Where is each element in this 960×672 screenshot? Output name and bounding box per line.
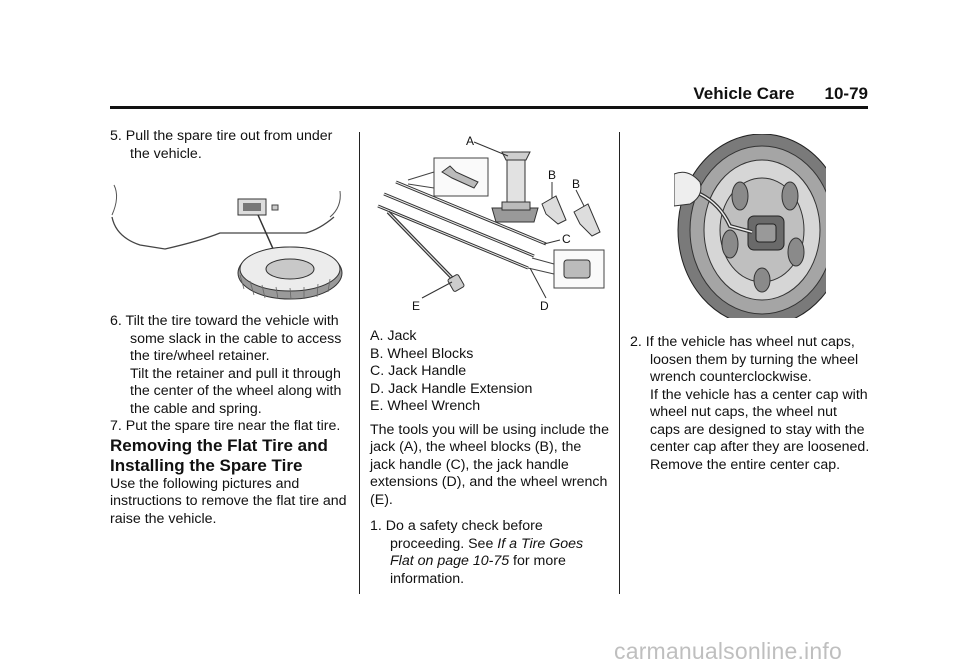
legend-item-a: A. Jack: [370, 328, 417, 344]
cross-reference-link[interactable]: If a Tire Goes Flat on page 10-75: [390, 535, 584, 569]
watermark: carmanualsonline.info: [614, 638, 842, 664]
column-divider-right: [619, 132, 620, 594]
legend-item-d: D. Jack Handle Extension: [370, 380, 533, 397]
spare-tire-illustration: [110, 177, 346, 301]
step-2: 2. If the vehicle has wheel nut caps, loosen them by turning the wheel wrench counterclockwise.: [630, 334, 859, 385]
legend-item-b: B. Wheel Blocks: [370, 345, 474, 362]
column-divider-left: [359, 132, 360, 594]
legend-item-c: C. Jack Handle: [370, 363, 467, 379]
wheel-wrench-illustration: [630, 134, 870, 318]
step-6: 6. Tilt the tire toward the vehicle with some slack in the cable to access the tire/wheel retainer.: [110, 313, 342, 364]
step-1-prefix: 1. Do a safety check before proceeding. See: [370, 518, 543, 552]
tools-paragraph: The tools you will be using include the jack (A), the wheel blocks (B), the jack handle (C), the jack handle extensions (D), and the wheel wrench (E).: [370, 421, 609, 508]
step-5: 5. Pull the spare tire out from under the vehicle.: [110, 128, 333, 162]
step-1: [370, 518, 610, 588]
callout-b1: B: [548, 168, 557, 182]
section-title: Vehicle Care: [693, 84, 795, 103]
callout-a: A: [466, 134, 475, 148]
step-1-suffix: for more information.: [390, 553, 566, 587]
step-7: 7. Put the spare tire near the flat tire.: [110, 418, 341, 434]
step-6-detail: Tilt the retainer and pull it through the center of the wheel along with the cable and spring.: [130, 365, 342, 417]
jack-tools-illustration: [370, 132, 610, 314]
tool-legend: [370, 328, 610, 416]
page-number: 10-79: [824, 84, 868, 103]
callout-b2: B: [572, 177, 581, 191]
callout-c: C: [562, 232, 571, 246]
callout-d: D: [540, 299, 549, 313]
step-2-detail: If the vehicle has a center cap with wheel nut caps, the wheel nut caps are designed to stay with the center cap after they are loosened. Remove the entire center cap.: [650, 386, 870, 473]
callout-e: E: [412, 299, 421, 313]
section-subheading: Removing the Flat Tire and Installing the Spare Tire: [110, 435, 328, 475]
header-rule: [110, 106, 868, 109]
column-1: [110, 128, 350, 528]
column-2: [370, 128, 610, 588]
page-header: [110, 84, 868, 108]
column-3: [630, 128, 870, 474]
intro-paragraph: Use the following pictures and instructions to remove the flat tire and raise the vehicle.: [110, 475, 347, 527]
legend-item-e: E. Wheel Wrench: [370, 398, 481, 414]
